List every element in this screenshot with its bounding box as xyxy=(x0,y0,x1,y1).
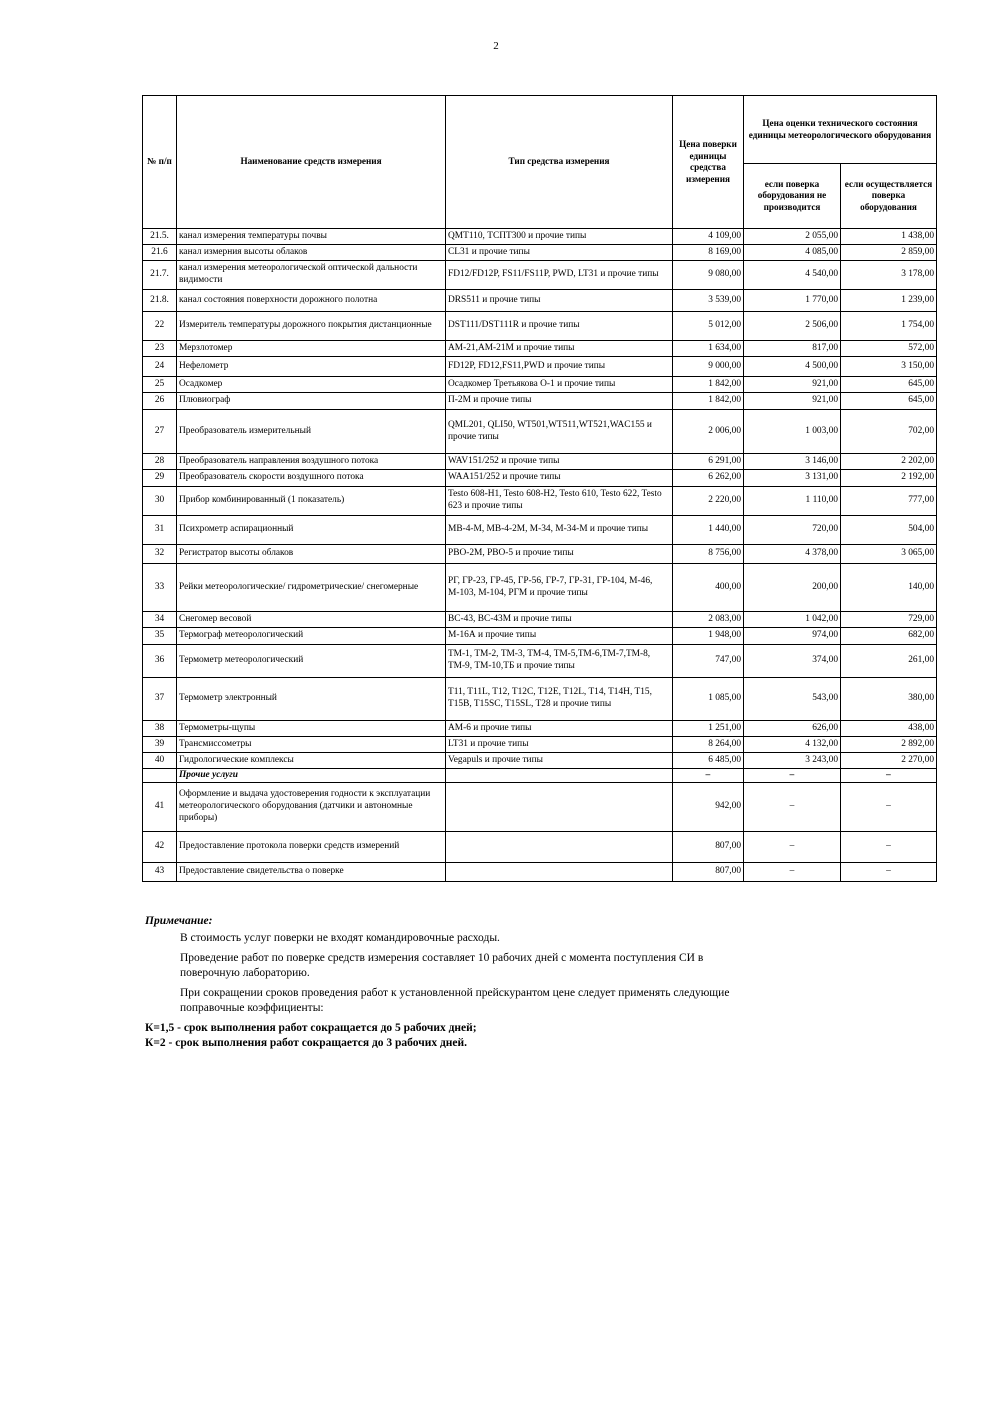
instrument-type: WAV151/252 и прочие типы xyxy=(446,454,673,470)
verification-price: 6 291,00 xyxy=(673,454,744,470)
note-item: Проведение работ по поверке средств измерения составляет 10 рабочих дней с момента поступления СИ в поверочную лабораторию. xyxy=(180,951,704,979)
table-row xyxy=(143,737,937,753)
assessment-price-verify: – xyxy=(841,783,937,832)
table-row xyxy=(143,678,937,721)
table-row xyxy=(143,564,937,612)
verification-price: 2 006,00 xyxy=(673,410,744,454)
instrument-type: Осадкомер Третьякова О-1 и прочие типы xyxy=(446,377,673,393)
instrument-type: T11, T11L, T12, T12C, T12E, T12L, T14, T14H, T15, T15B, T15SC, T15SL, T28 и прочие типы xyxy=(446,678,673,721)
table-row xyxy=(143,516,937,545)
row-number: 29 xyxy=(143,470,177,487)
instrument-type: АМ-6 и прочие типы xyxy=(446,721,673,737)
assessment-price-verify: 140,00 xyxy=(841,564,937,612)
assessment-price-verify: 777,00 xyxy=(841,487,937,516)
instrument-name: Гидрологические комплексы xyxy=(177,753,446,769)
assessment-price-no-verify: – xyxy=(744,783,841,832)
table-row xyxy=(143,612,937,628)
assessment-price-verify: 645,00 xyxy=(841,393,937,410)
assessment-price-verify: 1 438,00 xyxy=(841,229,937,245)
row-number: 36 xyxy=(143,645,177,678)
table-row xyxy=(143,312,937,341)
table-row xyxy=(143,245,937,261)
assessment-price-no-verify: 543,00 xyxy=(744,678,841,721)
coefficient-line: К=1,5 - срок выполнения работ сокращается до 5 рабочих дней; xyxy=(145,1021,477,1034)
assessment-price-no-verify: 3 131,00 xyxy=(744,470,841,487)
instrument-name: канал состояния поверхности дорожного полотна xyxy=(177,290,446,312)
row-number: 32 xyxy=(143,545,177,564)
header-name: Наименование средств измерения xyxy=(177,96,446,229)
header-assessment: Цена оценки технического состояния единицы метеорологического оборудования xyxy=(744,96,937,164)
assessment-price-verify: 2 270,00 xyxy=(841,753,937,769)
verification-price: 807,00 xyxy=(673,832,744,863)
verification-price: 8 169,00 xyxy=(673,245,744,261)
assessment-price-verify: 2 192,00 xyxy=(841,470,937,487)
assessment-price-verify: – xyxy=(841,832,937,863)
table-row xyxy=(143,261,937,290)
assessment-price-no-verify: 4 378,00 xyxy=(744,545,841,564)
header-assess-verify: если осуществляется поверка оборудования xyxy=(841,164,937,229)
row-number: 38 xyxy=(143,721,177,737)
assessment-price-no-verify: 200,00 xyxy=(744,564,841,612)
verification-price: 3 539,00 xyxy=(673,290,744,312)
instrument-type: МВ-4-М, МВ-4-2М, М-34, М-34-М и прочие типы xyxy=(446,516,673,545)
table-row xyxy=(143,341,937,357)
table-row xyxy=(143,863,937,882)
instrument-name: канал измерения температуры почвы xyxy=(177,229,446,245)
assessment-price-verify: 504,00 xyxy=(841,516,937,545)
instrument-name: Преобразователь измерительный xyxy=(177,410,446,454)
assessment-price-verify: 645,00 xyxy=(841,377,937,393)
verification-price: 6 262,00 xyxy=(673,470,744,487)
table-row xyxy=(143,290,937,312)
instrument-name: Рейки метеорологические/ гидрометрические/ снегомерные xyxy=(177,564,446,612)
instrument-type: FD12/FD12P, FS11/FS11P, PWD, LT31 и прочие типы xyxy=(446,261,673,290)
verification-price: 2 083,00 xyxy=(673,612,744,628)
header-price: Цена поверки единицы средства измерения xyxy=(673,96,744,229)
assessment-price-verify: 1 239,00 xyxy=(841,290,937,312)
assessment-price-verify: 2 859,00 xyxy=(841,245,937,261)
assessment-price-no-verify: 921,00 xyxy=(744,377,841,393)
verification-price: 1 440,00 xyxy=(673,516,744,545)
verification-price: 1 085,00 xyxy=(673,678,744,721)
assessment-price-no-verify: 4 500,00 xyxy=(744,357,841,377)
section-dash: – xyxy=(744,769,841,783)
assessment-price-no-verify: 1 770,00 xyxy=(744,290,841,312)
instrument-type: РВО-2М, РВО-5 и прочие типы xyxy=(446,545,673,564)
section-dash: – xyxy=(841,769,937,783)
verification-price: 8 264,00 xyxy=(673,737,744,753)
table-row xyxy=(143,454,937,470)
header-type: Тип средства измерения xyxy=(446,96,673,229)
row-number: 42 xyxy=(143,832,177,863)
section-dash: – xyxy=(673,769,744,783)
verification-price: 1 948,00 xyxy=(673,628,744,645)
assessment-price-no-verify: 720,00 xyxy=(744,516,841,545)
assessment-price-verify: 702,00 xyxy=(841,410,937,454)
instrument-name: Термометр метеорологический xyxy=(177,645,446,678)
row-number: 35 xyxy=(143,628,177,645)
row-number: 27 xyxy=(143,410,177,454)
header-no: № п/п xyxy=(143,96,177,229)
row-number: 26 xyxy=(143,393,177,410)
verification-price: 1 842,00 xyxy=(673,393,744,410)
instrument-name: Преобразователь скорости воздушного потока xyxy=(177,470,446,487)
instrument-name: Предоставление протокола поверки средств измерений xyxy=(177,832,446,863)
verification-price: 6 485,00 xyxy=(673,753,744,769)
instrument-type: ТМ-1, ТМ-2, ТМ-3, ТМ-4, ТМ-5,ТМ-6,ТМ-7,ТМ-8, ТМ-9, ТМ-10,ТБ и прочие типы xyxy=(446,645,673,678)
instrument-type: АМ-21,АМ-21М и прочие типы xyxy=(446,341,673,357)
instrument-type: WAA151/252 и прочие типы xyxy=(446,470,673,487)
verification-price: 1 251,00 xyxy=(673,721,744,737)
row-number: 22 xyxy=(143,312,177,341)
assessment-price-no-verify: 2 506,00 xyxy=(744,312,841,341)
note-item: В стоимость услуг поверки не входят командировочные расходы. xyxy=(180,931,500,944)
instrument-type xyxy=(446,832,673,863)
row-number: 23 xyxy=(143,341,177,357)
assessment-price-no-verify: 921,00 xyxy=(744,393,841,410)
assessment-price-no-verify: 3 243,00 xyxy=(744,753,841,769)
notes-title: Примечание: xyxy=(145,915,213,927)
verification-price: 9 000,00 xyxy=(673,357,744,377)
instrument-name: канал измерения метеорологической оптической дальности видимости xyxy=(177,261,446,290)
table-row xyxy=(143,487,937,516)
assessment-price-no-verify: 817,00 xyxy=(744,341,841,357)
verification-price: 8 756,00 xyxy=(673,545,744,564)
instrument-name: Плювиограф xyxy=(177,393,446,410)
assessment-price-no-verify: 374,00 xyxy=(744,645,841,678)
row-number: 41 xyxy=(143,783,177,832)
assessment-price-no-verify: 4 085,00 xyxy=(744,245,841,261)
table-row xyxy=(143,410,937,454)
table-row xyxy=(143,377,937,393)
assessment-price-no-verify: 1 003,00 xyxy=(744,410,841,454)
instrument-type: ВС-43, ВС-43М и прочие типы xyxy=(446,612,673,628)
table-row xyxy=(143,783,937,832)
verification-price: 1 634,00 xyxy=(673,341,744,357)
row-number: 43 xyxy=(143,863,177,882)
instrument-name: Прибор комбинированный (1 показатель) xyxy=(177,487,446,516)
instrument-name: канал измерния высоты облаков xyxy=(177,245,446,261)
coefficient-line: К=2 - срок выполнения работ сокращается до 3 рабочих дней. xyxy=(145,1036,468,1049)
assessment-price-no-verify: 4 132,00 xyxy=(744,737,841,753)
row-number: 34 xyxy=(143,612,177,628)
assessment-price-verify: 3 178,00 xyxy=(841,261,937,290)
table-row xyxy=(143,628,937,645)
instrument-name: Осадкомер xyxy=(177,377,446,393)
assessment-price-verify: 2 202,00 xyxy=(841,454,937,470)
instrument-name: Преобразователь направления воздушного потока xyxy=(177,454,446,470)
row-number: 21.5. xyxy=(143,229,177,245)
assessment-price-no-verify: 4 540,00 xyxy=(744,261,841,290)
instrument-name: Нефелометр xyxy=(177,357,446,377)
table-body xyxy=(143,229,937,882)
table-row xyxy=(143,645,937,678)
table-row xyxy=(143,753,937,769)
assessment-price-verify: 438,00 xyxy=(841,721,937,737)
row-number: 39 xyxy=(143,737,177,753)
assessment-price-verify: 1 754,00 xyxy=(841,312,937,341)
price-table xyxy=(142,95,937,882)
table-row xyxy=(143,229,937,245)
instrument-type: DRS511 и прочие типы xyxy=(446,290,673,312)
row-number: 37 xyxy=(143,678,177,721)
instrument-name: Психрометр аспирационный xyxy=(177,516,446,545)
row-number: 24 xyxy=(143,357,177,377)
instrument-name: Предоставление свидетельства о поверке xyxy=(177,863,446,882)
assessment-price-no-verify: 626,00 xyxy=(744,721,841,737)
verification-price: 942,00 xyxy=(673,783,744,832)
table-row xyxy=(143,470,937,487)
table-row xyxy=(143,393,937,410)
assessment-price-verify: – xyxy=(841,863,937,882)
section-blank xyxy=(143,769,177,783)
table-row xyxy=(143,721,937,737)
table-row xyxy=(143,357,937,377)
instrument-type xyxy=(446,783,673,832)
row-number: 31 xyxy=(143,516,177,545)
section-blank xyxy=(446,769,673,783)
assessment-price-no-verify: 974,00 xyxy=(744,628,841,645)
instrument-type: Vegapuls и прочие типы xyxy=(446,753,673,769)
instrument-name: Мерзлотомер xyxy=(177,341,446,357)
instrument-type: DST111/DST111R и прочие типы xyxy=(446,312,673,341)
assessment-price-no-verify: 1 042,00 xyxy=(744,612,841,628)
row-number: 33 xyxy=(143,564,177,612)
verification-price: 9 080,00 xyxy=(673,261,744,290)
row-number: 25 xyxy=(143,377,177,393)
assessment-price-verify: 729,00 xyxy=(841,612,937,628)
notes-block xyxy=(145,914,765,1051)
instrument-type: CL31 и прочие типы xyxy=(446,245,673,261)
assessment-price-no-verify: – xyxy=(744,832,841,863)
verification-price: 1 842,00 xyxy=(673,377,744,393)
assessment-price-verify: 682,00 xyxy=(841,628,937,645)
assessment-price-no-verify: 3 146,00 xyxy=(744,454,841,470)
instrument-name: Термометр электронный xyxy=(177,678,446,721)
instrument-type: QMT110, ТСПТ300 и прочие типы xyxy=(446,229,673,245)
instrument-name: Термометры-щупы xyxy=(177,721,446,737)
instrument-type: РГ, ГР-23, ГР-45, ГР-56, ГР-7, ГР-31, ГР-104, М-46, М-103, М-104, РГМ и прочие типы xyxy=(446,564,673,612)
assessment-price-no-verify: 2 055,00 xyxy=(744,229,841,245)
section-title: Прочие услуги xyxy=(177,769,446,783)
row-number: 21.6 xyxy=(143,245,177,261)
note-item: При сокращении сроков проведения работ к установленной прейскурантом цене следует применять следующие поправочные коэффициенты: xyxy=(180,986,730,1014)
assessment-price-verify: 380,00 xyxy=(841,678,937,721)
verification-price: 4 109,00 xyxy=(673,229,744,245)
row-number: 21.8. xyxy=(143,290,177,312)
assessment-price-verify: 3 150,00 xyxy=(841,357,937,377)
instrument-type: М-16А и прочие типы xyxy=(446,628,673,645)
assessment-price-verify: 2 892,00 xyxy=(841,737,937,753)
table-row xyxy=(143,832,937,863)
table-row xyxy=(143,545,937,564)
verification-price: 5 012,00 xyxy=(673,312,744,341)
assessment-price-verify: 3 065,00 xyxy=(841,545,937,564)
verification-price: 2 220,00 xyxy=(673,487,744,516)
assessment-price-no-verify: 1 110,00 xyxy=(744,487,841,516)
instrument-type: FD12P, FD12,FS11,PWD и прочие типы xyxy=(446,357,673,377)
section-row xyxy=(143,769,937,783)
instrument-type xyxy=(446,863,673,882)
row-number: 30 xyxy=(143,487,177,516)
instrument-type: П-2М и прочие типы xyxy=(446,393,673,410)
assessment-price-verify: 572,00 xyxy=(841,341,937,357)
instrument-type: QML201, QLI50, WT501,WT511,WT521,WAC155 и прочие типы xyxy=(446,410,673,454)
row-number: 21.7. xyxy=(143,261,177,290)
verification-price: 747,00 xyxy=(673,645,744,678)
instrument-name: Измеритель температуры дорожного покрытия дистанционные xyxy=(177,312,446,341)
assessment-price-no-verify: – xyxy=(744,863,841,882)
page-number: 2 xyxy=(493,40,499,52)
verification-price: 807,00 xyxy=(673,863,744,882)
instrument-name: Трансмиссометры xyxy=(177,737,446,753)
verification-price: 400,00 xyxy=(673,564,744,612)
instrument-name: Термограф метеорологический xyxy=(177,628,446,645)
instrument-name: Оформление и выдача удостоверения годности к эксплуатации метеорологического оборудования (датчики и автономные приборы) xyxy=(177,783,446,832)
header-assess-no-verify: если поверка оборудования не производится xyxy=(744,164,841,229)
instrument-type: Testo 608-H1, Testo 608-H2, Testo 610, Testo 622, Testo 623 и прочие типы xyxy=(446,487,673,516)
row-number: 40 xyxy=(143,753,177,769)
instrument-name: Регистратор высоты облаков xyxy=(177,545,446,564)
row-number: 28 xyxy=(143,454,177,470)
instrument-type: LT31 и прочие типы xyxy=(446,737,673,753)
instrument-name: Снегомер весовой xyxy=(177,612,446,628)
assessment-price-verify: 261,00 xyxy=(841,645,937,678)
